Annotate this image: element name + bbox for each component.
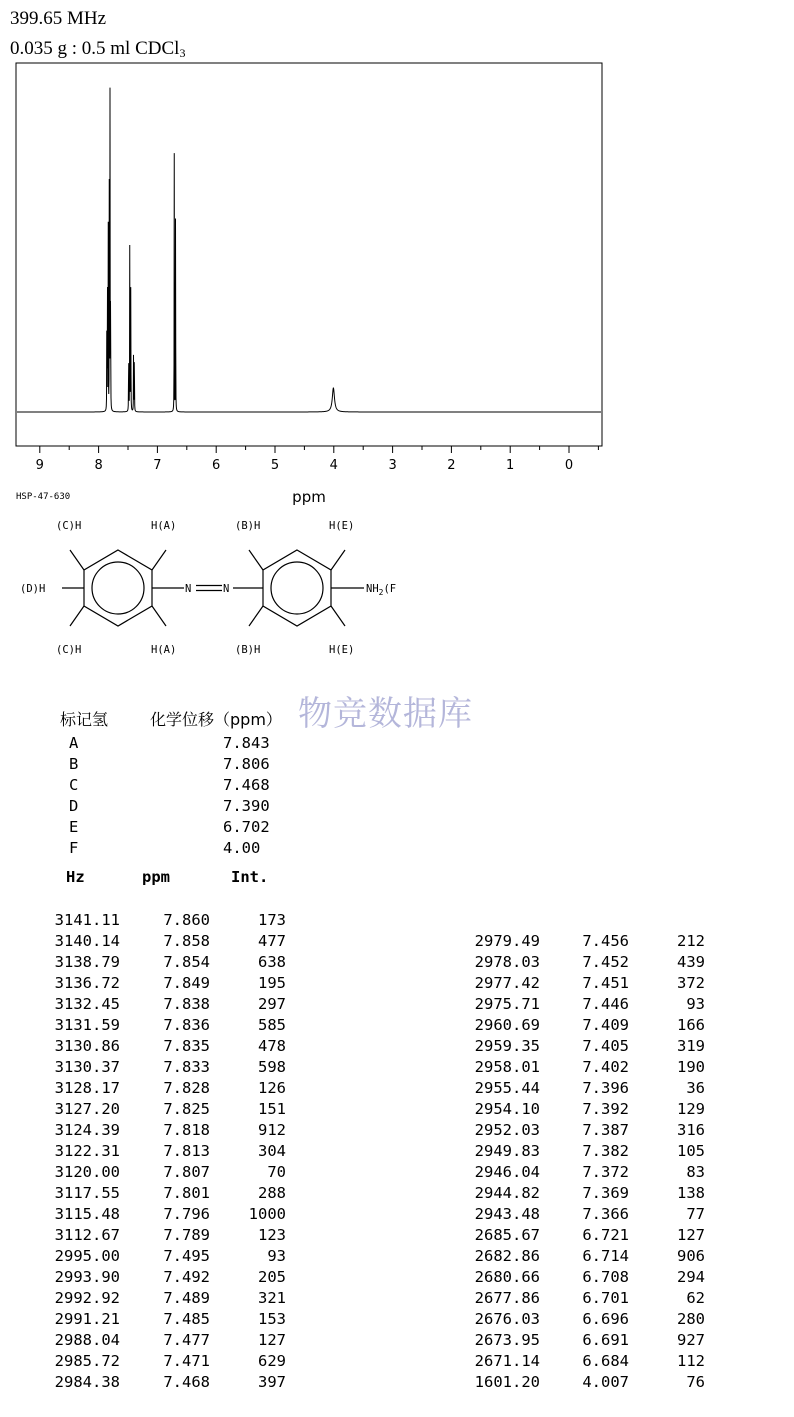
peak-hz-cell: 2993.90 [54,1268,120,1286]
sample-subscript: 3 [179,46,186,60]
peak-hz-cell: 3131.59 [54,1016,120,1034]
x-tick-label: 7 [153,458,162,473]
peak-hz-cell: 2671.14 [474,1352,540,1370]
peak-int-cell: 127 [258,1331,286,1349]
peak-ppm-cell: 7.369 [582,1184,629,1202]
peak-ppm-cell: 7.801 [163,1184,210,1202]
peak-hz-cell: 2680.66 [474,1268,540,1286]
peak-hz-cell: 2979.49 [474,932,540,950]
bond-e-bottom [331,606,345,626]
peak-int-cell: 372 [677,974,705,992]
label-a-top: H(A) [151,520,177,532]
peak-int-cell: 76 [686,1373,705,1391]
x-axis-tick-labels [36,458,573,473]
peak-ppm-cell: 7.492 [163,1268,210,1286]
peak-int-cell: 477 [258,932,286,950]
peak-hz-cell: 2952.03 [474,1121,540,1139]
peak-hz-cell: 2958.01 [474,1058,540,1076]
peak-int-cell: 83 [686,1163,705,1181]
peak-hz-cell: 3141.11 [54,911,120,929]
peak-int-cell: 77 [686,1205,705,1223]
label-n1: N [185,583,192,595]
label-c-top: (C)H [56,520,82,532]
peak-ppm-cell: 7.825 [163,1100,210,1118]
peak-ppm-cell: 7.382 [582,1142,629,1160]
peak-int-cell: 280 [677,1310,705,1328]
shift-row-value: 4.00 [223,839,261,857]
peak-ppm-cell: 7.860 [163,911,210,929]
peak-int-cell: 138 [677,1184,705,1202]
peak-ppm-cell: 7.372 [582,1163,629,1181]
x-tick-label: 9 [35,458,44,473]
shift-row-label: E [69,818,79,836]
label-b-top: (B)H [235,520,261,532]
peak-int-cell: 316 [677,1121,705,1139]
peak-ppm-cell: 6.684 [582,1352,629,1370]
peak-int-cell: 123 [258,1226,286,1244]
peak-int-cell: 127 [677,1226,705,1244]
peak-ppm-cell: 7.468 [163,1373,210,1391]
peak-hz-cell: 2954.10 [474,1100,540,1118]
peak-ppm-cell: 7.392 [582,1100,629,1118]
peak-hz-cell: 3138.79 [54,953,120,971]
left-ring-aromatic-circle [92,562,144,614]
shift-row-value: 7.843 [223,734,270,752]
label-nh2-subscript: 2 [378,588,384,597]
x-tick-label: 6 [212,458,221,473]
x-tick-label: 1 [506,458,515,473]
bond-a-top-left [152,550,166,570]
label-e-top: H(E) [329,520,355,532]
peak-int-cell: 105 [677,1142,705,1160]
shift-table-header-label: 标记氢 [60,710,109,729]
peak-hz-cell: 3136.72 [54,974,120,992]
peak-hz-cell: 2685.67 [474,1226,540,1244]
peak-hz-cell: 3140.14 [54,932,120,950]
label-n2: N [223,583,230,595]
shift-row-label: C [69,776,79,794]
peak-ppm-cell: 7.835 [163,1037,210,1055]
peak-hz-cell: 2682.86 [474,1247,540,1265]
peak-hz-cell: 2955.44 [474,1079,540,1097]
peak-int-cell: 70 [267,1163,286,1181]
peak-int-cell: 36 [686,1079,705,1097]
peak-hz-cell: 2949.83 [474,1142,540,1160]
peak-ppm-cell: 6.708 [582,1268,629,1286]
peak-ppm-cell: 7.387 [582,1121,629,1139]
x-tick-label: 8 [94,458,103,473]
x-axis-label: ppm [292,488,326,506]
peak-ppm-cell: 7.396 [582,1079,629,1097]
peak-hz-cell: 3112.67 [54,1226,120,1244]
peak-ppm-cell: 6.701 [582,1289,629,1307]
nmr-spectrum-chart [0,0,794,510]
peak-table-header-hz: Hz [66,868,85,886]
peak-int-cell: 927 [677,1331,705,1349]
peak-hz-cell: 2676.03 [474,1310,540,1328]
peak-ppm-cell: 7.796 [163,1205,210,1223]
shift-row-value: 7.468 [223,776,270,794]
peak-hz-cell: 2673.95 [474,1331,540,1349]
peak-ppm-cell: 7.789 [163,1226,210,1244]
peak-hz-cell: 2975.71 [474,995,540,1013]
plot-frame [16,63,602,446]
peak-hz-cell: 3132.45 [54,995,120,1013]
peak-int-cell: 439 [677,953,705,971]
peak-hz-cell: 2985.72 [54,1352,120,1370]
peak-int-cell: 151 [258,1100,286,1118]
shift-row-value: 7.806 [223,755,270,773]
peak-int-cell: 129 [677,1100,705,1118]
peak-ppm-cell: 7.836 [163,1016,210,1034]
peak-int-cell: 195 [258,974,286,992]
peak-int-cell: 212 [677,932,705,950]
peak-int-cell: 321 [258,1289,286,1307]
peak-int-cell: 478 [258,1037,286,1055]
spectrometer-frequency: 399.65 MHz [10,8,107,29]
peak-int-cell: 304 [258,1142,286,1160]
label-e-bottom: H(E) [329,644,355,656]
peak-int-cell: 93 [686,995,705,1013]
bond-c-bottom-left [70,606,84,626]
x-axis-ticks [40,446,599,453]
peak-ppm-cell: 7.833 [163,1058,210,1076]
peak-int-cell: 173 [258,911,286,929]
peak-ppm-cell: 7.849 [163,974,210,992]
peak-ppm-cell: 7.807 [163,1163,210,1181]
peak-ppm-cell: 7.452 [582,953,629,971]
watermark-text: 物竞数据库 [298,694,473,734]
shift-row-label: A [69,734,79,752]
sample-code: HSP-47-630 [16,492,71,502]
peak-hz-cell: 2959.35 [474,1037,540,1055]
peak-ppm-cell: 7.451 [582,974,629,992]
bond-b-top [249,550,263,570]
label-d-left: (D)H [20,583,46,595]
peak-int-cell: 585 [258,1016,286,1034]
peak-int-cell: 205 [258,1268,286,1286]
peak-hz-cell: 3130.37 [54,1058,120,1076]
peak-ppm-cell: 7.818 [163,1121,210,1139]
shift-table-header-shift: 化学位移（ppm） [150,710,282,729]
label-nh2 [366,583,396,597]
peak-ppm-cell: 7.409 [582,1016,629,1034]
peak-ppm-cell: 7.813 [163,1142,210,1160]
peak-hz-cell: 2991.21 [54,1310,120,1328]
peak-ppm-cell: 6.696 [582,1310,629,1328]
peak-ppm-cell: 7.366 [582,1205,629,1223]
peak-ppm-cell: 7.446 [582,995,629,1013]
bond-a-bottom-left [152,606,166,626]
peak-hz-cell: 3117.55 [54,1184,120,1202]
x-tick-label: 5 [270,458,280,473]
peak-hz-cell: 2677.86 [474,1289,540,1307]
peak-hz-cell: 2995.00 [54,1247,120,1265]
shift-row-label: B [69,755,79,773]
peak-ppm-cell: 7.485 [163,1310,210,1328]
shift-row-label: D [69,797,79,815]
peak-ppm-cell: 7.477 [163,1331,210,1349]
peak-hz-cell: 3122.31 [54,1142,120,1160]
x-tick-label: 0 [564,458,574,473]
label-nh2-main: NH [366,583,379,595]
peak-ppm-cell: 6.714 [582,1247,629,1265]
label-a-bottom: H(A) [151,644,177,656]
right-ring-aromatic-circle [271,562,323,614]
peak-ppm-cell: 4.007 [582,1373,629,1391]
peak-int-cell: 166 [677,1016,705,1034]
peak-hz-cell: 2992.92 [54,1289,120,1307]
peak-ppm-cell: 7.828 [163,1079,210,1097]
label-b-bottom: (B)H [235,644,261,656]
peak-hz-cell: 3124.39 [54,1121,120,1139]
peak-int-cell: 62 [686,1289,705,1307]
peak-hz-cell: 2943.48 [474,1205,540,1223]
peak-hz-cell: 2984.38 [54,1373,120,1391]
peak-int-cell: 319 [677,1037,705,1055]
bond-e-top [331,550,345,570]
peak-table-header-ppm: ppm [142,868,170,886]
peak-hz-cell: 2944.82 [474,1184,540,1202]
shift-row-value: 6.702 [223,818,270,836]
peak-ppm-cell: 7.495 [163,1247,210,1265]
peak-int-cell: 126 [258,1079,286,1097]
peak-ppm-cell: 7.456 [582,932,629,950]
peak-hz-cell: 2960.69 [474,1016,540,1034]
bond-c-top-left [70,550,84,570]
peak-ppm-cell: 7.402 [582,1058,629,1076]
peak-int-cell: 638 [258,953,286,971]
spectrum-trace [17,88,601,412]
peak-int-cell: 294 [677,1268,705,1286]
label-nh2-suffix: (F [383,583,397,595]
peak-int-cell: 912 [258,1121,286,1139]
peak-int-cell: 112 [677,1352,705,1370]
peak-int-cell: 1000 [248,1205,286,1223]
peak-hz-cell: 2977.42 [474,974,540,992]
peak-int-cell: 297 [258,995,286,1013]
peak-table-header-int: Int. [231,868,269,886]
bond-b-bottom [249,606,263,626]
peak-int-cell: 153 [258,1310,286,1328]
x-tick-label: 4 [329,458,338,473]
peak-int-cell: 906 [677,1247,705,1265]
peak-hz-cell: 2946.04 [474,1163,540,1181]
peak-int-cell: 629 [258,1352,286,1370]
peak-ppm-cell: 7.489 [163,1289,210,1307]
peak-int-cell: 397 [258,1373,286,1391]
peak-hz-cell: 3130.86 [54,1037,120,1055]
peak-hz-cell: 2988.04 [54,1331,120,1349]
peak-int-cell: 598 [258,1058,286,1076]
peak-ppm-cell: 7.405 [582,1037,629,1055]
peak-ppm-cell: 7.838 [163,995,210,1013]
peak-ppm-cell: 6.721 [582,1226,629,1244]
label-c-bottom: (C)H [56,644,82,656]
x-tick-label: 2 [447,458,456,473]
peak-int-cell: 93 [267,1247,286,1265]
peak-hz-cell: 3127.20 [54,1100,120,1118]
peak-ppm-cell: 6.691 [582,1331,629,1349]
peak-hz-cell: 2978.03 [474,953,540,971]
x-tick-label: 3 [388,458,397,473]
peak-hz-cell: 1601.20 [474,1373,540,1391]
peak-ppm-cell: 7.471 [163,1352,210,1370]
shift-row-label: F [69,839,79,857]
shift-row-value: 7.390 [223,797,270,815]
sample-prefix: 0.035 g : 0.5 ml CDCl [10,38,180,59]
peak-ppm-cell: 7.858 [163,932,210,950]
peak-hz-cell: 3128.17 [54,1079,120,1097]
peak-int-cell: 190 [677,1058,705,1076]
peak-hz-cell: 3115.48 [54,1205,120,1223]
peak-ppm-cell: 7.854 [163,953,210,971]
peak-int-cell: 288 [258,1184,286,1202]
azobenzene-amine-structure [0,505,420,665]
peak-hz-cell: 3120.00 [54,1163,120,1181]
